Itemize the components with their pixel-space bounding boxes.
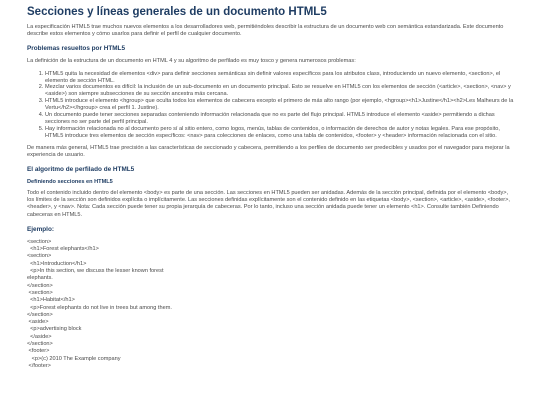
- example-code: <section> <h1>Forest elephants</h1> <section> <h1>Introduction</h1> <p>In this section, we discuss the lesser known forest elephants. </section> <section> <h1>Habitat</h1> <p>Forest elephants do not live in trees but among them. </section> <aside> <p>advertising block </aside> </section> <footer> <p>(c) 2010 The Example company </footer>: [27, 238, 172, 369]
- problems-heading: Problemas resueltos por HTML5: [27, 45, 126, 53]
- defining-heading: Definiendo secciones en HTML5: [27, 179, 113, 186]
- example-heading: Ejemplo:: [27, 225, 54, 233]
- list-item: 3. HTML5 introduce el elemento <hgroup> que oculta todos los elementos de cabecera excepto el primero de más alto rango (por ejemplo, <hgroup><h1>Justine</h1><h2>Les Malheurs de la Vertu</h2></hgroup> crea el perfil 1. Justine).: [45, 98, 515, 112]
- list-item: 4. Un documento puede tener secciones separadas conteniendo información relacionada que no es parte del flujo principal. HTML5 introduce el elemento <aside> permitiendo a dichas secciones no ser parte del perfil principal.: [45, 112, 515, 126]
- problems-list: [27, 71, 515, 140]
- problems-intro: La definición de la estructura de un documento en HTML 4 y su algoritmo de perfilado es muy tosco y genera numerosos problemas:: [27, 58, 356, 65]
- defining-paragraph: Todo el contenido incluido dentro del elemento <body> es parte de una sección. Las secciones en HTML5 pueden ser anidadas. Además de la sección principal, definida por el elemento <body>, los límites de la sección son definidos explícita o implícitamente. Las secciones definidas explícitamente son el contenido definido en las etiquetas <body>, <section>, <article>, <aside>, <footer>, <header>, y <nav>. Nota: Cada sección puede tener su propia jerarquía de cabeceras. Por lo tanto, incluso una sección anidada puede tener un elemento <h1>. Consulte también Definiendo cabeceras en HTML5.: [27, 190, 510, 218]
- list-item: 1. HTML5 quita la necesidad de elementos <div> para definir secciones semánticas sin definir valores específicos para los atributos class, introduciendo un nuevo elemento, <section>, el elemento de sección HTML.: [45, 71, 515, 85]
- document: [27, 6, 515, 370]
- summary-paragraph: De manera más general, HTML5 trae precisión a las características de seccionado y cabecera, permitiendo a los perfiles de documento ser predecibles y usados por el navegador para mejorar la experiencia de usuario.: [27, 144, 510, 158]
- list-item: 2. Mezclar varios documentos es difícil: la inclusión de un sub-documento en un documento principal. Esto se resuelve en HTML5 con los elementos de sección (<article>, <section>, <nav> y <aside>) son siempre subsecciones de su sección ancestra más cercana.: [45, 84, 515, 98]
- list-item: 5. Hay información relacionada no al documento pero sí al sitio entero, como logos, menús, tablas de contenidos, o información de derechos de autor y notas legales. Para ese propósito, HTML5 introduce tres elementos de sección específicos: <nav> para colecciones de enlaces, como una tabla de contenidos, <footer> y <header> información relacionada con el sitio.: [45, 126, 515, 140]
- page-title: Secciones y líneas generales de un documento HTML5: [27, 6, 327, 18]
- intro-paragraph: La especificación HTML5 trae muchos nuevos elementos a los desarrolladores web, permitiéndoles describir la estructura de un documento web con semántica estandarizada. Este documento describe estos elementos y cómo usarlos para definir el perfil de cualquier documento.: [27, 24, 504, 38]
- algorithm-heading: El algoritmo de perfilado de HTML5: [27, 166, 135, 174]
